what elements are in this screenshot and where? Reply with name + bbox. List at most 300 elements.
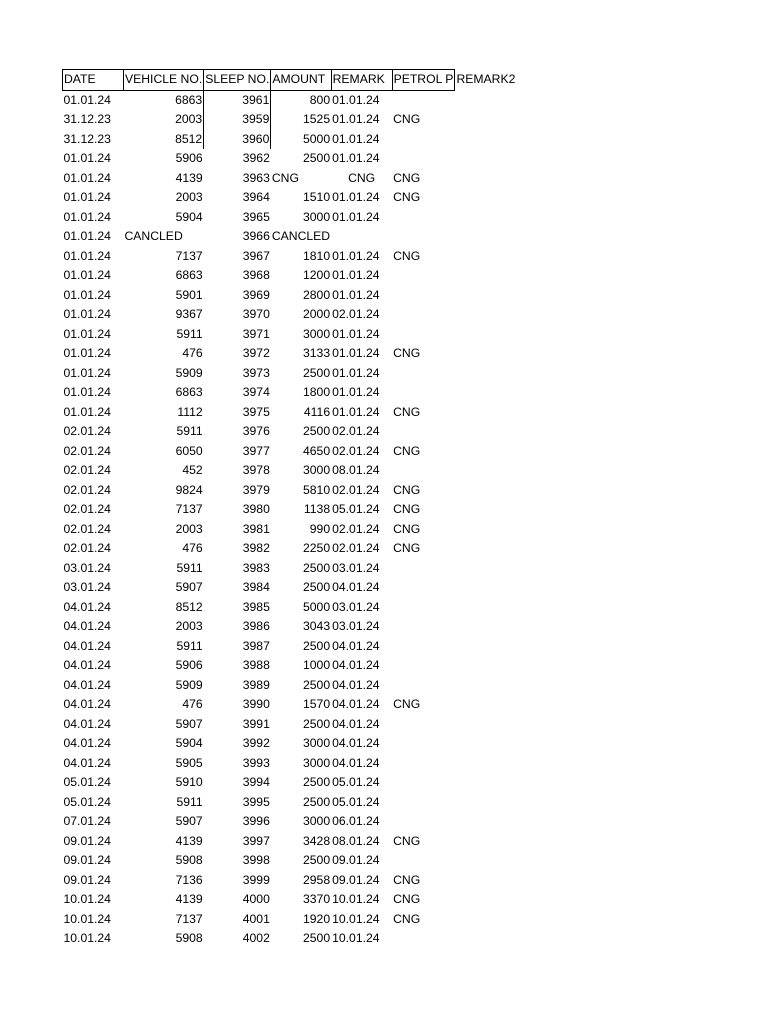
remark-cell[interactable]: 05.01.24 xyxy=(332,775,380,789)
vehicle-no-cell[interactable]: 5906 xyxy=(175,658,203,672)
sleep-no-cell[interactable]: 3981 xyxy=(242,521,270,536)
remark2-cell[interactable] xyxy=(455,325,517,345)
sleep-no-cell[interactable]: 3980 xyxy=(242,502,270,516)
vehicle-no-cell[interactable]: 5904 xyxy=(175,736,203,750)
vehicle-no-cell[interactable]: 2003 xyxy=(175,190,203,204)
remark-cell[interactable]: 10.01.24 xyxy=(332,931,380,945)
vehicle-no-cell[interactable]: 4139 xyxy=(175,170,203,185)
petrol-p-cell[interactable] xyxy=(392,90,455,110)
remark2-cell[interactable] xyxy=(455,617,517,637)
vehicle-no-cell[interactable]: 6863 xyxy=(124,90,204,110)
date-cell[interactable]: 01.01.24 xyxy=(63,209,111,224)
remark-cell[interactable]: 10.01.24 xyxy=(332,892,380,906)
sleep-no-cell[interactable]: 3985 xyxy=(242,599,270,614)
sleep-no-cell[interactable]: 3963 xyxy=(242,170,270,185)
sleep-no-cell[interactable]: 3974 xyxy=(242,385,270,399)
remark-cell[interactable]: 04.01.24 xyxy=(332,736,380,750)
amount-cell[interactable]: CNG xyxy=(271,170,299,185)
sleep-no-cell[interactable]: 3984 xyxy=(242,580,270,594)
sleep-no-cell[interactable]: 3959 xyxy=(204,110,271,130)
date-cell[interactable]: 02.01.24 xyxy=(63,463,111,477)
date-cell[interactable]: 02.01.24 xyxy=(63,424,111,438)
vehicle-no-cell[interactable]: 5908 xyxy=(175,931,203,945)
remark-cell[interactable]: 08.01.24 xyxy=(332,833,380,848)
remark2-cell[interactable] xyxy=(455,812,517,832)
date-cell[interactable]: 04.01.24 xyxy=(63,658,111,672)
sleep-no-cell[interactable]: 3973 xyxy=(242,365,270,380)
header-amount[interactable]: AMOUNT xyxy=(271,70,331,91)
amount-cell[interactable]: 3000 xyxy=(302,755,331,770)
header-date[interactable]: DATE xyxy=(63,70,124,91)
petrol-p-cell[interactable] xyxy=(392,422,455,442)
petrol-p-cell[interactable] xyxy=(392,227,455,247)
petrol-p-cell[interactable] xyxy=(392,734,455,754)
remark-cell[interactable]: 04.01.24 xyxy=(332,677,380,692)
date-cell[interactable]: 04.01.24 xyxy=(63,677,111,692)
vehicle-no-cell[interactable]: 5907 xyxy=(175,580,203,594)
remark-cell[interactable]: 02.01.24 xyxy=(332,307,380,321)
remark-cell[interactable]: 03.01.24 xyxy=(332,560,380,575)
vehicle-no-cell[interactable]: 7136 xyxy=(175,872,203,887)
remark-cell[interactable]: 01.01.24 xyxy=(332,385,380,399)
remark2-cell[interactable] xyxy=(455,130,517,150)
sleep-no-cell[interactable]: 3979 xyxy=(242,482,270,497)
remark2-cell[interactable] xyxy=(455,305,517,325)
remark2-cell[interactable] xyxy=(455,715,517,735)
amount-cell[interactable]: 1138 xyxy=(303,502,331,516)
amount-cell[interactable]: 3043 xyxy=(302,619,331,633)
date-cell[interactable]: 01.01.24 xyxy=(63,229,111,243)
vehicle-no-cell[interactable]: 2003 xyxy=(124,110,204,130)
vehicle-no-cell[interactable]: 5906 xyxy=(175,151,203,165)
petrol-p-cell[interactable] xyxy=(392,773,455,793)
amount-cell[interactable]: 3370 xyxy=(302,892,331,906)
sleep-no-cell[interactable]: 4002 xyxy=(242,931,270,945)
sleep-no-cell[interactable]: 3983 xyxy=(242,560,270,575)
date-cell[interactable]: 04.01.24 xyxy=(63,697,111,711)
amount-cell[interactable]: 2500 xyxy=(302,365,331,380)
amount-cell[interactable]: 1525 xyxy=(302,112,331,126)
amount-cell[interactable]: 2500 xyxy=(302,560,331,575)
date-cell[interactable]: 04.01.24 xyxy=(63,638,111,653)
sleep-no-cell[interactable]: 3989 xyxy=(242,677,270,692)
date-cell[interactable]: 01.01.24 xyxy=(63,268,111,282)
petrol-p-cell[interactable] xyxy=(392,715,455,735)
date-cell[interactable]: 02.01.24 xyxy=(63,541,111,555)
petrol-p-cell[interactable] xyxy=(392,637,455,657)
remark-cell[interactable]: 04.01.24 xyxy=(332,716,380,731)
remark-cell[interactable]: 01.01.24 xyxy=(332,365,380,380)
date-cell[interactable]: 31.12.23 xyxy=(63,131,111,146)
date-cell[interactable]: 02.01.24 xyxy=(63,482,111,497)
remark2-cell[interactable] xyxy=(455,695,517,715)
petrol-p-cell[interactable] xyxy=(392,266,455,286)
sleep-no-cell[interactable]: 3999 xyxy=(242,872,270,887)
petrol-p-cell[interactable] xyxy=(392,208,455,228)
petrol-p-cell[interactable]: CNG xyxy=(393,872,421,887)
remark-cell[interactable]: 06.01.24 xyxy=(332,814,380,828)
petrol-p-cell[interactable]: CNG xyxy=(393,190,421,204)
remark-cell[interactable]: 01.01.24 xyxy=(332,131,380,146)
date-cell[interactable]: 04.01.24 xyxy=(63,599,111,614)
vehicle-no-cell[interactable]: 5911 xyxy=(176,794,203,809)
vehicle-no-cell[interactable]: 5907 xyxy=(175,716,203,731)
sleep-no-cell[interactable]: 3986 xyxy=(242,619,270,633)
petrol-p-cell[interactable] xyxy=(392,383,455,403)
amount-cell[interactable]: 1920 xyxy=(302,911,331,926)
amount-cell[interactable]: CANCLED xyxy=(271,229,331,243)
remark2-cell[interactable] xyxy=(455,598,517,618)
date-cell[interactable]: 09.01.24 xyxy=(63,853,111,867)
amount-cell[interactable]: 5810 xyxy=(302,482,331,497)
date-cell[interactable]: 01.01.24 xyxy=(63,92,111,107)
remark-cell[interactable]: 02.01.24 xyxy=(332,482,380,497)
amount-cell[interactable]: 2500 xyxy=(302,716,331,731)
petrol-p-cell[interactable] xyxy=(392,305,455,325)
date-cell[interactable]: 01.01.24 xyxy=(63,151,111,165)
vehicle-no-cell[interactable]: 476 xyxy=(182,697,203,711)
remark-cell[interactable]: 03.01.24 xyxy=(332,599,380,614)
sleep-no-cell[interactable]: 3990 xyxy=(242,697,270,711)
petrol-p-cell[interactable] xyxy=(392,578,455,598)
vehicle-no-cell[interactable]: 5910 xyxy=(175,775,203,789)
petrol-p-cell[interactable]: CNG xyxy=(393,911,421,926)
remark-cell[interactable]: 10.01.24 xyxy=(332,911,380,926)
date-cell[interactable]: 01.01.24 xyxy=(63,170,111,185)
vehicle-no-cell[interactable]: 6050 xyxy=(175,443,203,458)
remark2-cell[interactable] xyxy=(455,500,517,520)
petrol-p-cell[interactable] xyxy=(392,793,455,813)
vehicle-no-cell[interactable]: 5911 xyxy=(176,638,203,653)
remark2-cell[interactable] xyxy=(455,247,517,267)
sleep-no-cell[interactable]: 3960 xyxy=(204,130,271,150)
petrol-p-cell[interactable]: CNG xyxy=(393,541,421,555)
date-cell[interactable]: 01.01.24 xyxy=(63,307,111,321)
remark2-cell[interactable] xyxy=(455,481,517,501)
date-cell[interactable]: 05.01.24 xyxy=(63,794,111,809)
amount-cell[interactable]: 3428 xyxy=(302,833,331,848)
amount-cell[interactable]: 2500 xyxy=(302,794,331,809)
petrol-p-cell[interactable] xyxy=(392,754,455,774)
remark-cell[interactable]: 01.01.24 xyxy=(332,404,380,419)
sleep-no-cell[interactable]: 3965 xyxy=(242,209,270,224)
date-cell[interactable]: 02.01.24 xyxy=(63,521,111,536)
vehicle-no-cell[interactable]: 1112 xyxy=(177,404,203,419)
remark2-cell[interactable] xyxy=(455,929,517,949)
remark-cell[interactable]: 08.01.24 xyxy=(332,463,380,477)
remark2-cell[interactable] xyxy=(455,286,517,306)
amount-cell[interactable]: 2800 xyxy=(302,287,331,302)
vehicle-no-cell[interactable]: 5901 xyxy=(175,287,203,302)
vehicle-no-cell[interactable]: 5911 xyxy=(176,424,203,438)
amount-cell[interactable]: 4650 xyxy=(302,443,331,458)
remark-cell[interactable]: 02.01.24 xyxy=(332,521,380,536)
header-petrol-p[interactable]: PETROL P xyxy=(392,70,455,91)
remark2-cell[interactable] xyxy=(455,637,517,657)
vehicle-no-cell[interactable]: 5905 xyxy=(175,755,203,770)
vehicle-no-cell[interactable]: 8512 xyxy=(175,599,203,614)
vehicle-no-cell[interactable]: 2003 xyxy=(175,521,203,536)
petrol-p-cell[interactable] xyxy=(392,676,455,696)
date-cell[interactable]: 03.01.24 xyxy=(63,560,111,575)
header-vehicle-no[interactable]: VEHICLE NO. xyxy=(124,70,204,91)
sleep-no-cell[interactable]: 3977 xyxy=(242,443,270,458)
date-cell[interactable]: 01.01.24 xyxy=(63,385,111,399)
sleep-no-cell[interactable]: 3962 xyxy=(242,151,270,165)
date-cell[interactable]: 04.01.24 xyxy=(63,619,111,633)
vehicle-no-cell[interactable]: 5904 xyxy=(175,209,203,224)
sleep-no-cell[interactable]: 3996 xyxy=(242,814,270,828)
petrol-p-cell[interactable] xyxy=(392,598,455,618)
date-cell[interactable]: 04.01.24 xyxy=(63,736,111,750)
petrol-p-cell[interactable] xyxy=(392,812,455,832)
sleep-no-cell[interactable]: 3998 xyxy=(242,853,270,867)
remark-cell[interactable]: 01.01.24 xyxy=(332,92,380,107)
vehicle-no-cell[interactable]: 7137 xyxy=(175,248,203,263)
remark-cell[interactable]: 09.01.24 xyxy=(332,853,380,867)
vehicle-no-cell[interactable]: 2003 xyxy=(175,619,203,633)
remark-cell[interactable]: 02.01.24 xyxy=(332,541,380,555)
remark-cell[interactable]: 04.01.24 xyxy=(332,638,380,653)
petrol-p-cell[interactable] xyxy=(392,286,455,306)
remark2-cell[interactable] xyxy=(455,676,517,696)
amount-cell[interactable]: 2500 xyxy=(302,931,331,945)
sleep-no-cell[interactable]: 3975 xyxy=(242,404,270,419)
petrol-p-cell[interactable] xyxy=(392,851,455,871)
remark2-cell[interactable] xyxy=(455,793,517,813)
petrol-p-cell[interactable]: CNG xyxy=(393,346,421,360)
vehicle-no-cell[interactable]: 5907 xyxy=(175,814,203,828)
date-cell[interactable]: 04.01.24 xyxy=(63,716,111,731)
remark2-cell[interactable] xyxy=(455,871,517,891)
amount-cell[interactable]: 1810 xyxy=(302,248,331,263)
amount-cell[interactable]: 3000 xyxy=(302,814,331,828)
sleep-no-cell[interactable]: 3964 xyxy=(242,190,270,204)
remark-cell[interactable]: 01.01.24 xyxy=(332,112,380,126)
petrol-p-cell[interactable] xyxy=(392,364,455,384)
amount-cell[interactable]: 1000 xyxy=(302,658,331,672)
remark2-cell[interactable] xyxy=(455,90,517,110)
sleep-no-cell[interactable]: 3995 xyxy=(242,794,270,809)
sleep-no-cell[interactable]: 3988 xyxy=(242,658,270,672)
amount-cell[interactable]: 2500 xyxy=(302,424,331,438)
date-cell[interactable]: 10.01.24 xyxy=(63,931,111,945)
vehicle-no-cell[interactable]: 7137 xyxy=(175,911,203,926)
remark2-cell[interactable] xyxy=(455,890,517,910)
remark-cell[interactable]: 01.01.24 xyxy=(332,326,380,341)
vehicle-no-cell[interactable]: 9367 xyxy=(175,307,203,321)
vehicle-no-cell[interactable]: 8512 xyxy=(124,130,204,150)
remark-cell[interactable]: 09.01.24 xyxy=(332,872,380,887)
remark2-cell[interactable] xyxy=(455,851,517,871)
petrol-p-cell[interactable] xyxy=(392,617,455,637)
sleep-no-cell[interactable]: 3992 xyxy=(242,736,270,750)
remark-cell[interactable]: 02.01.24 xyxy=(332,424,380,438)
remark-cell[interactable]: 04.01.24 xyxy=(332,580,380,594)
remark2-cell[interactable] xyxy=(455,422,517,442)
vehicle-no-cell[interactable]: 5908 xyxy=(175,853,203,867)
petrol-p-cell[interactable]: CNG xyxy=(393,112,421,126)
date-cell[interactable]: 01.01.24 xyxy=(63,404,111,419)
amount-cell[interactable]: 2958 xyxy=(302,872,331,887)
remark2-cell[interactable] xyxy=(455,344,517,364)
remark2-cell[interactable] xyxy=(455,403,517,423)
amount-cell[interactable]: 2500 xyxy=(302,638,331,653)
remark2-cell[interactable] xyxy=(455,656,517,676)
date-cell[interactable]: 04.01.24 xyxy=(63,755,111,770)
sleep-no-cell[interactable]: 3972 xyxy=(242,346,270,360)
remark2-cell[interactable] xyxy=(455,773,517,793)
vehicle-no-cell[interactable]: 5911 xyxy=(176,326,203,341)
sleep-no-cell[interactable]: 3969 xyxy=(242,287,270,302)
petrol-p-cell[interactable]: CNG xyxy=(393,697,421,711)
amount-cell[interactable]: 2500 xyxy=(302,151,331,165)
amount-cell[interactable]: 3000 xyxy=(302,463,331,477)
petrol-p-cell[interactable] xyxy=(392,656,455,676)
petrol-p-cell[interactable] xyxy=(392,929,455,949)
remark-cell[interactable]: 01.01.24 xyxy=(332,287,380,302)
remark2-cell[interactable] xyxy=(455,910,517,930)
sleep-no-cell[interactable]: 3968 xyxy=(242,268,270,282)
petrol-p-cell[interactable]: CNG xyxy=(393,170,421,185)
header-sleep-no[interactable]: SLEEP NO. xyxy=(204,70,271,91)
sleep-no-cell[interactable]: 4001 xyxy=(242,911,270,926)
petrol-p-cell[interactable]: CNG xyxy=(393,502,421,516)
date-cell[interactable]: 05.01.24 xyxy=(63,775,111,789)
sleep-no-cell[interactable]: 3987 xyxy=(242,638,270,653)
remark2-cell[interactable] xyxy=(455,383,517,403)
petrol-p-cell[interactable] xyxy=(392,325,455,345)
amount-cell[interactable]: 2500 xyxy=(302,775,331,789)
remark-cell[interactable]: 05.01.24 xyxy=(332,794,380,809)
remark-cell[interactable]: 05.01.24 xyxy=(332,502,380,516)
vehicle-no-cell[interactable]: 5909 xyxy=(175,365,203,380)
remark-cell[interactable]: 03.01.24 xyxy=(332,619,380,633)
sleep-no-cell[interactable]: 3971 xyxy=(242,326,270,341)
petrol-p-cell[interactable]: CNG xyxy=(393,521,421,536)
remark-cell[interactable]: 01.01.24 xyxy=(332,248,380,263)
remark-cell[interactable]: 01.01.24 xyxy=(332,190,380,204)
remark-cell[interactable]: 02.01.24 xyxy=(332,443,380,458)
date-cell[interactable]: 01.01.24 xyxy=(63,287,111,302)
petrol-p-cell[interactable] xyxy=(392,130,455,150)
remark2-cell[interactable] xyxy=(455,227,517,247)
petrol-p-cell[interactable]: CNG xyxy=(393,892,421,906)
remark2-cell[interactable] xyxy=(455,520,517,540)
amount-cell[interactable]: 2250 xyxy=(302,541,331,555)
amount-cell[interactable]: 2500 xyxy=(302,677,331,692)
amount-cell[interactable]: 5000 xyxy=(302,131,331,146)
amount-cell[interactable]: 1510 xyxy=(302,190,331,204)
remark-cell[interactable]: 01.01.24 xyxy=(332,268,380,282)
amount-cell[interactable]: 3000 xyxy=(302,736,331,750)
date-cell[interactable]: 01.01.24 xyxy=(63,365,111,380)
amount-cell[interactable]: 2500 xyxy=(302,580,331,594)
header-remark[interactable]: REMARK xyxy=(331,70,392,91)
date-cell[interactable]: 09.01.24 xyxy=(63,872,111,887)
remark-cell[interactable] xyxy=(331,227,392,247)
vehicle-no-cell[interactable]: 452 xyxy=(182,463,203,477)
date-cell[interactable]: 01.01.24 xyxy=(63,190,111,204)
remark2-cell[interactable] xyxy=(455,832,517,852)
sleep-no-cell[interactable]: 3961 xyxy=(204,90,271,110)
petrol-p-cell[interactable] xyxy=(392,149,455,169)
amount-cell[interactable]: 1570 xyxy=(302,697,331,711)
remark2-cell[interactable] xyxy=(455,559,517,579)
vehicle-no-cell[interactable]: 4139 xyxy=(175,892,203,906)
vehicle-no-cell[interactable]: 6863 xyxy=(175,268,203,282)
amount-cell[interactable]: 5000 xyxy=(302,599,331,614)
remark2-cell[interactable] xyxy=(455,734,517,754)
remark2-cell[interactable] xyxy=(455,266,517,286)
vehicle-no-cell[interactable]: 6863 xyxy=(175,385,203,399)
amount-cell[interactable]: 2500 xyxy=(302,853,331,867)
vehicle-no-cell[interactable]: 476 xyxy=(182,541,203,555)
date-cell[interactable]: 01.01.24 xyxy=(63,326,111,341)
amount-cell[interactable]: 3133 xyxy=(302,346,331,360)
date-cell[interactable]: 10.01.24 xyxy=(63,911,111,926)
sleep-no-cell[interactable]: 3982 xyxy=(242,541,270,555)
amount-cell[interactable]: 3000 xyxy=(302,209,331,224)
amount-cell[interactable]: 1800 xyxy=(302,385,331,399)
sleep-no-cell[interactable]: 3997 xyxy=(242,833,270,848)
amount-cell[interactable]: 800 xyxy=(309,92,331,107)
remark-cell[interactable]: 01.01.24 xyxy=(332,151,380,165)
remark2-cell[interactable] xyxy=(455,754,517,774)
sleep-no-cell[interactable]: 3994 xyxy=(242,775,270,789)
sleep-no-cell[interactable]: 3991 xyxy=(242,716,270,731)
date-cell[interactable]: 31.12.23 xyxy=(63,112,111,126)
remark2-cell[interactable] xyxy=(455,539,517,559)
date-cell[interactable]: 01.01.24 xyxy=(63,248,111,263)
sleep-no-cell[interactable]: 3976 xyxy=(242,424,270,438)
sleep-no-cell[interactable]: 3966 xyxy=(242,229,270,243)
vehicle-no-cell[interactable]: 4139 xyxy=(175,833,203,848)
sleep-no-cell[interactable]: 3967 xyxy=(242,248,270,263)
sleep-no-cell[interactable]: 3978 xyxy=(242,463,270,477)
remark2-cell[interactable] xyxy=(455,578,517,598)
petrol-p-cell[interactable] xyxy=(392,461,455,481)
date-cell[interactable]: 07.01.24 xyxy=(63,814,111,828)
petrol-p-cell[interactable]: CNG xyxy=(393,833,421,848)
date-cell[interactable]: 09.01.24 xyxy=(63,833,111,848)
remark2-cell[interactable] xyxy=(455,188,517,208)
amount-cell[interactable]: 4116 xyxy=(303,404,331,419)
amount-cell[interactable]: 1200 xyxy=(302,268,331,282)
header-remark2[interactable]: REMARK2 xyxy=(456,72,516,86)
vehicle-no-cell[interactable]: 9824 xyxy=(175,482,203,497)
remark2-cell[interactable] xyxy=(455,169,517,189)
remark2-cell[interactable] xyxy=(455,208,517,228)
remark-cell[interactable]: 01.01.24 xyxy=(332,346,380,360)
remark2-cell[interactable] xyxy=(455,149,517,169)
remark-cell[interactable]: 01.01.24 xyxy=(332,209,380,224)
remark-cell[interactable]: 04.01.24 xyxy=(332,755,380,770)
vehicle-no-cell[interactable]: 7137 xyxy=(175,502,203,516)
petrol-p-cell[interactable]: CNG xyxy=(393,404,421,419)
amount-cell[interactable]: 2000 xyxy=(302,307,331,321)
date-cell[interactable]: 03.01.24 xyxy=(63,580,111,594)
petrol-p-cell[interactable]: CNG xyxy=(393,248,421,263)
date-cell[interactable]: 02.01.24 xyxy=(63,502,111,516)
sleep-no-cell[interactable]: 3970 xyxy=(242,307,270,321)
remark-cell[interactable]: 04.01.24 xyxy=(332,697,380,711)
remark2-cell[interactable] xyxy=(455,442,517,462)
amount-cell[interactable]: 3000 xyxy=(302,326,331,341)
petrol-p-cell[interactable]: CNG xyxy=(393,443,421,458)
amount-cell[interactable]: 990 xyxy=(309,521,331,536)
remark-cell[interactable]: CNG xyxy=(348,170,376,185)
